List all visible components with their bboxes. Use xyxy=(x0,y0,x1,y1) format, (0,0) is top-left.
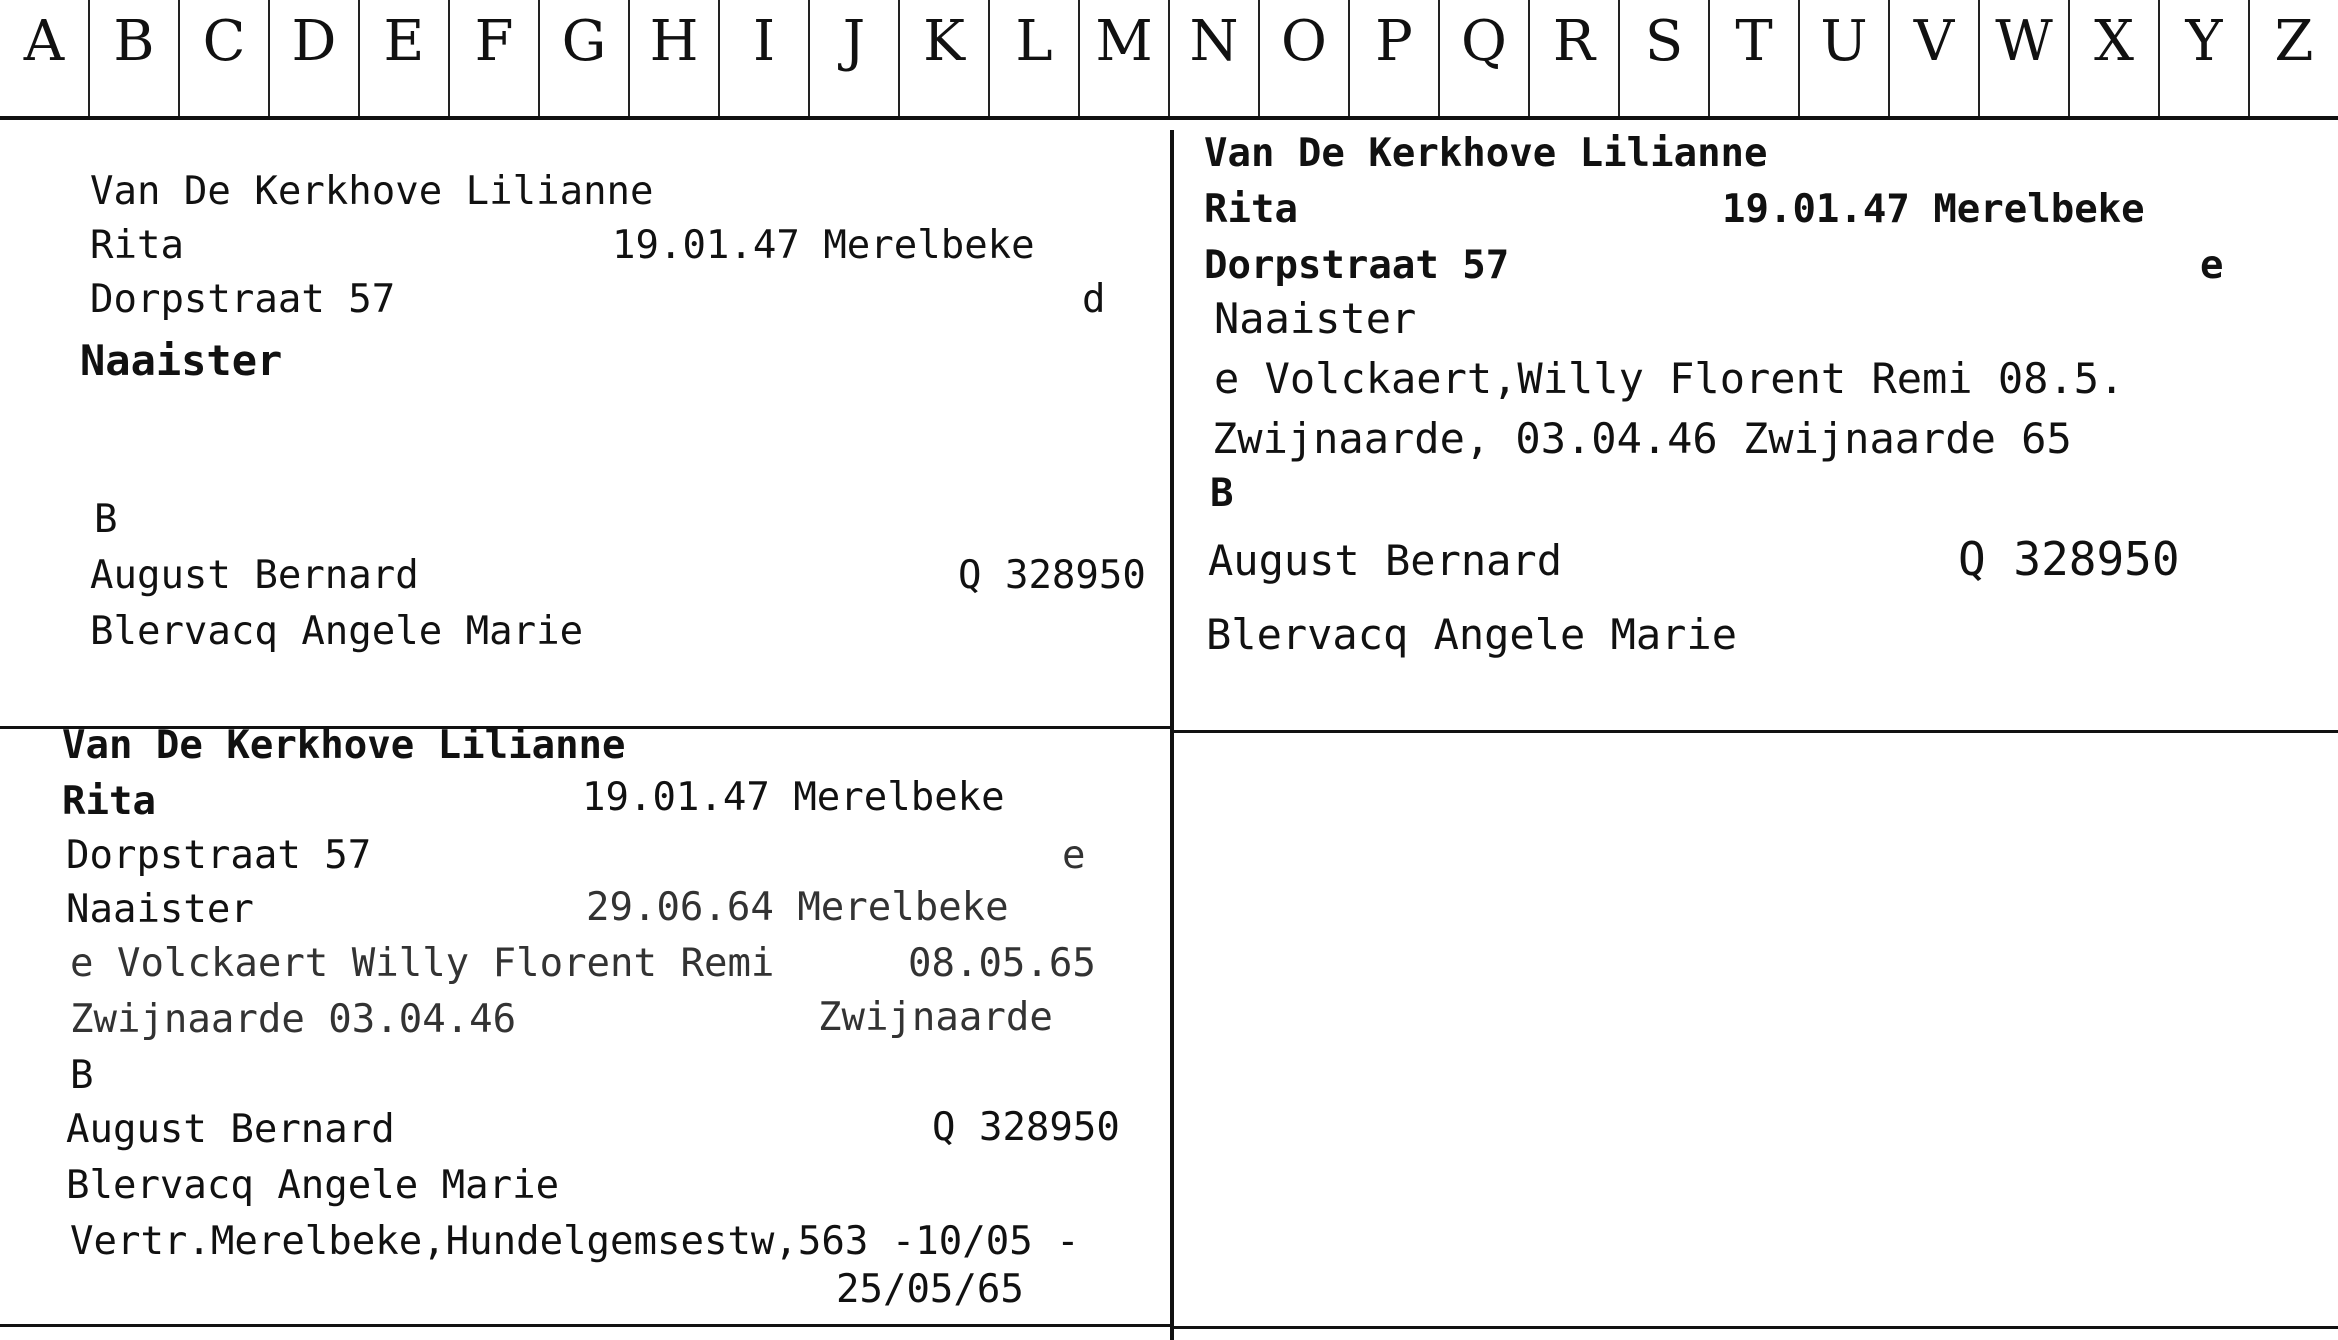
divider-bottom-right xyxy=(1174,1326,2338,1329)
card-name: Van De Kerkhove Lilianne xyxy=(1204,131,1768,176)
alpha-letter-b: B xyxy=(88,0,178,116)
alpha-letter-z: Z xyxy=(2248,0,2338,116)
card-mark: e xyxy=(1062,833,1086,878)
vertical-divider xyxy=(1170,130,1174,1340)
alpha-letter-m: M xyxy=(1078,0,1168,116)
alpha-letter-w: W xyxy=(1978,0,2068,116)
card-given-name: Rita xyxy=(62,779,156,824)
card-spouse-birth: Zwijnaarde, 03.04.46 Zwijnaarde 65 xyxy=(1212,414,2072,463)
card-mark: d xyxy=(1082,277,1106,322)
card-mother: Blervacq Angele Marie xyxy=(1206,610,1738,659)
divider-top-right xyxy=(1174,730,2338,733)
card-father: August Bernard xyxy=(66,1107,395,1152)
alpha-letter-l: L xyxy=(988,0,1078,116)
card-birth: 19.01.47 Merelbeke xyxy=(582,775,1005,820)
alpha-letter-c: C xyxy=(178,0,268,116)
card-code: B xyxy=(94,497,118,542)
alpha-letter-f: F xyxy=(448,0,538,116)
card-name: Van De Kerkhove Lilianne xyxy=(90,169,654,214)
alpha-letter-x: X xyxy=(2068,0,2158,116)
card-father: August Bernard xyxy=(1208,536,1563,585)
alpha-letter-r: R xyxy=(1528,0,1618,116)
alpha-letter-k: K xyxy=(898,0,988,116)
card-code: B xyxy=(1210,471,1234,516)
alpha-letter-q: Q xyxy=(1438,0,1528,116)
card-birth: 19.01.47 Merelbeke xyxy=(1722,187,2145,232)
card-address: Dorpstraat 57 xyxy=(1204,243,1510,288)
card-code: B xyxy=(70,1053,94,1098)
card-occupation: Naaister xyxy=(66,887,254,932)
card-given-name: Rita xyxy=(90,223,184,268)
alpha-letter-h: H xyxy=(628,0,718,116)
alpha-letter-i: I xyxy=(718,0,808,116)
card-ref: Q 328950 xyxy=(958,553,1146,598)
card-bottom-right-empty xyxy=(1176,734,2336,1324)
card-given-name: Rita xyxy=(1204,187,1298,232)
card-mark: e xyxy=(2200,243,2224,288)
alpha-letter-v: V xyxy=(1888,0,1978,116)
card-spouse-birth: Zwijnaarde 03.04.46 xyxy=(70,997,517,1042)
alpha-letter-g: G xyxy=(538,0,628,116)
alpha-letter-e: E xyxy=(358,0,448,116)
card-occupation: Naaister xyxy=(1214,294,1417,343)
card-address: Dorpstraat 57 xyxy=(90,277,396,322)
card-moved-date: 25/05/65 xyxy=(836,1267,1024,1312)
alpha-letter-y: Y xyxy=(2158,0,2248,116)
card-spouse-place: Zwijnaarde xyxy=(818,995,1053,1040)
alpha-letter-j: J xyxy=(808,0,898,116)
card-occupation: Naaister xyxy=(80,336,283,385)
alphabet-index xyxy=(0,0,2338,120)
card-marriage: 29.06.64 Merelbeke xyxy=(586,885,1009,930)
card-father: August Bernard xyxy=(90,553,419,598)
card-mother: Blervacq Angele Marie xyxy=(66,1163,560,1208)
alpha-letter-s: S xyxy=(1618,0,1708,116)
card-birth: 19.01.47 Merelbeke xyxy=(612,223,1035,268)
card-ref: Q 328950 xyxy=(932,1105,1120,1150)
alpha-letter-u: U xyxy=(1798,0,1888,116)
card-mother: Blervacq Angele Marie xyxy=(90,609,584,654)
card-spouse: e Volckaert,Willy Florent Remi 08.5. xyxy=(1214,354,2125,403)
card-address: Dorpstraat 57 xyxy=(66,833,372,878)
alpha-letter-p: P xyxy=(1348,0,1438,116)
alpha-letter-a: A xyxy=(23,9,65,74)
card-spouse-date: 08.05.65 xyxy=(908,941,1096,986)
card-spouse: e Volckaert Willy Florent Remi xyxy=(70,941,775,986)
card-moved: Vertr.Merelbeke,Hundelgemsestw,563 -10/05 - xyxy=(70,1219,1080,1264)
card-ref: Q 328950 xyxy=(1958,532,2180,586)
card-name: Van De Kerkhove Lilianne xyxy=(62,723,626,768)
alpha-letter-d: D xyxy=(268,0,358,116)
divider-bottom-left xyxy=(0,1324,1170,1327)
alpha-letter-n: N xyxy=(1168,0,1258,116)
alpha-letter-o: O xyxy=(1258,0,1348,116)
alpha-letter-t: T xyxy=(1708,0,1798,116)
